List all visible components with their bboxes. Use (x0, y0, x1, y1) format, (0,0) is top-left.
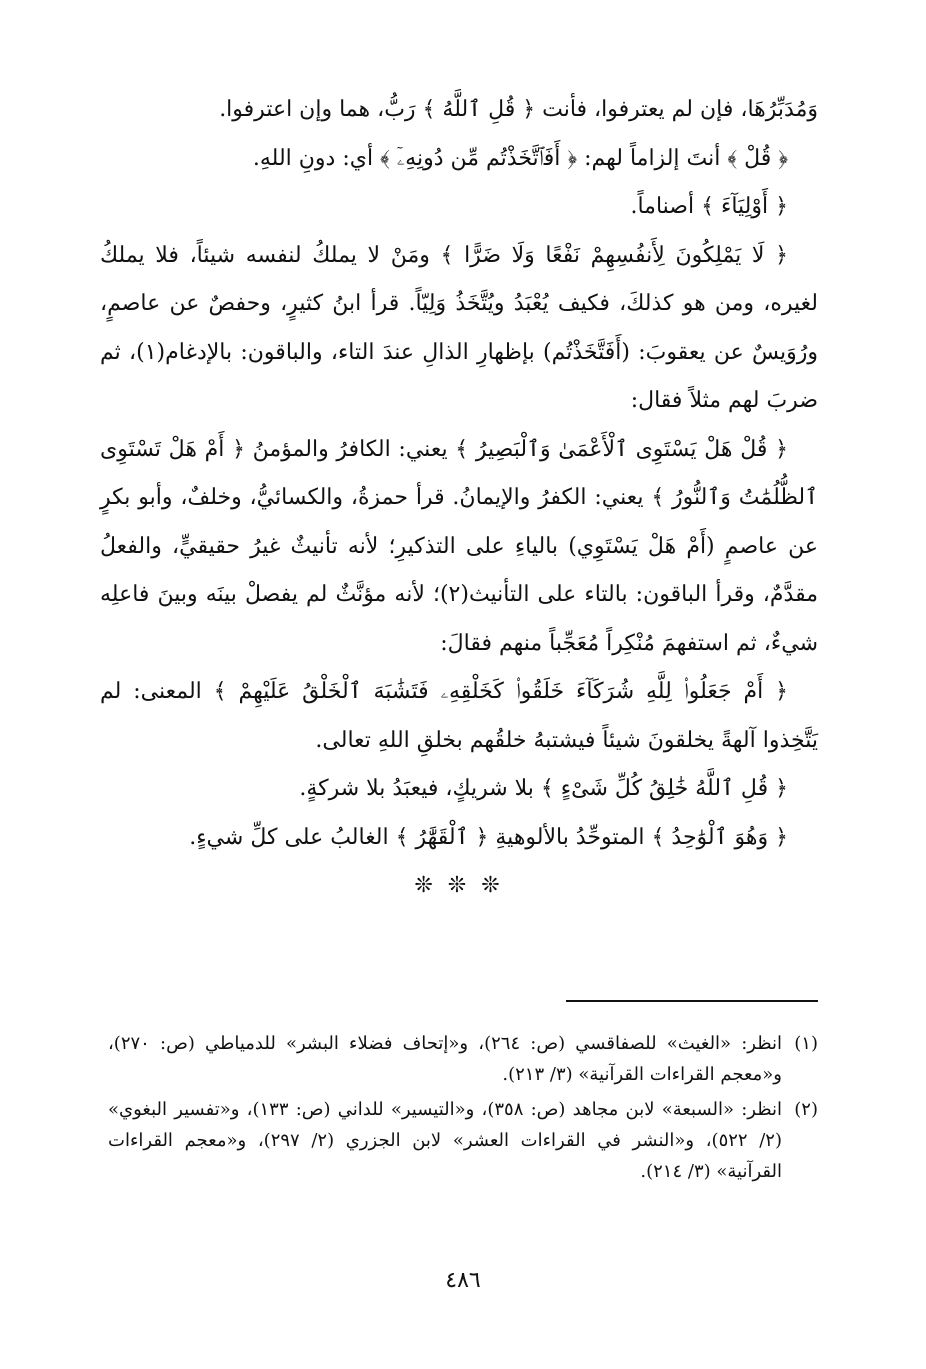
footnote-2 (108, 1094, 818, 1187)
paragraph-7: ﴿ قُلِ ٱللَّهُ خَٰلِقُ كُلِّ شَىْءٍ ﴾ بلا شريكٍ، فيعبَدُ بلا شركةٍ. (299, 776, 788, 801)
page-number: ٤٨٦ (445, 1268, 481, 1293)
paragraph-8: ﴿ وَهُوَ ٱلْوَٰحِدُ ﴾ المتوحِّدُ بالألوهيةِ ﴿ ٱلْقَهَّٰرُ ﴾ الغالبُ على كلِّ شيءٍ. (189, 824, 788, 850)
main-text (100, 86, 818, 906)
footnote-1 (108, 1028, 818, 1090)
paragraph-4: ﴿ لَا يَمْلِكُونَ لِأَنفُسِهِمْ نَفْعًا وَلَا ضَرًّا ﴾ ومَنْ لا يملكُ لنفسه شيئاً، فلا يملكُ لغيره، ومن هو كذلكَ، فكيف يُعْبَدُ ويُتَّخَذُ وَلِيّاً. قرأ ابنُ كثيرٍ، وحفصٌ عن عاصمٍ، ورُوَيسٌ عن يعقوبَ: (أَفَتَّخَذْتُم) بإظهارِ الذالِ عندَ التاء، والباقون: بالإدغام(١)، ثم ضربَ لهم مثلاً فقال: (100, 242, 818, 413)
footnote-text: انظر: «الغيث» للصفاقسي (ص: ٢٦٤)، و«إتحاف فضلاء البشر» للدمياطي (ص: ٢٧٠)، و«معجم القراءات القرآنية» (٣/ ٢١٣). (108, 1033, 782, 1085)
paragraph-3: ﴿ أَوْلِيَآءَ ﴾ أصناماً. (630, 194, 788, 219)
footnote-number: (٢) (794, 1099, 818, 1120)
footnote-divider (566, 1000, 818, 1002)
paragraph-2: ﴿ قُلْ ﴾ أنتَ إلزاماً لهم: ﴿ أَفَٱتَّخَذْتُم مِّن دُونِهِۦٓ ﴾ أي: دونِ اللهِ. (252, 145, 788, 171)
section-separator: ❊ ❊ ❊ (414, 873, 504, 898)
footnotes (108, 1028, 818, 1191)
paragraph-6: ﴿ أَمْ جَعَلُوا۟ لِلَّهِ شُرَكَآءَ خَلَقُوا۟ كَخَلْقِهِۦ فَتَشَٰبَهَ ٱلْخَلْقُ عَلَيْهِمْ ﴾ المعنى: لم يَتَّخِذوا آلهةً يخلقونَ شيئاً فيشتبهُ خلقُهم بخلقِ اللهِ تعالى. (100, 679, 818, 753)
paragraph-5: ﴿ قُلْ هَلْ يَسْتَوِى ٱلْأَعْمَىٰ وَٱلْبَصِيرُ ﴾ يعني: الكافرُ والمؤمنُ ﴿ أَمْ هَلْ تَسْتَوِى ٱلظُّلُمَٰتُ وَٱلنُّورُ ﴾ يعني: الكفرُ والإيمانُ. قرأ حمزةُ، والكسائيُّ، وخلفٌ، وأبو بكرٍ عن عاصمٍ (أَمْ هَلْ يَسْتَوِي) بالياءِ على التذكيرِ؛ لأنه تأنيثٌ غيرُ حقيقيٍّ، والفعلُ مقدَّمٌ، وقرأ الباقون: بالتاء على التأنيث(٢)؛ لأنه مؤنَّثٌ لم يفصلْ بينَه وبينَ فاعلِه شيءٌ، ثم استفهمَ مُنْكِراً مُعَجِّباً منهم فقالَ: (100, 436, 818, 656)
footnote-number: (١) (794, 1033, 818, 1054)
footnote-text: انظر: «السبعة» لابن مجاهد (ص: ٣٥٨)، و«التيسير» للداني (ص: ١٣٣)، و«تفسير البغوي» (٢/ ٥٢٢)، و«النشر في القراءات العشر» لابن الجزري (٢/ ٢٩٧)، و«معجم القراءات القرآنية» (٣/ ٢١٤). (108, 1099, 782, 1182)
paragraph-1: وَمُدَبِّرُهَا، فإن لم يعترفوا، فأنت ﴿ قُلِ ٱللَّهُ ﴾ رَبُّ، هما وإن اعترفوا. (219, 97, 818, 122)
